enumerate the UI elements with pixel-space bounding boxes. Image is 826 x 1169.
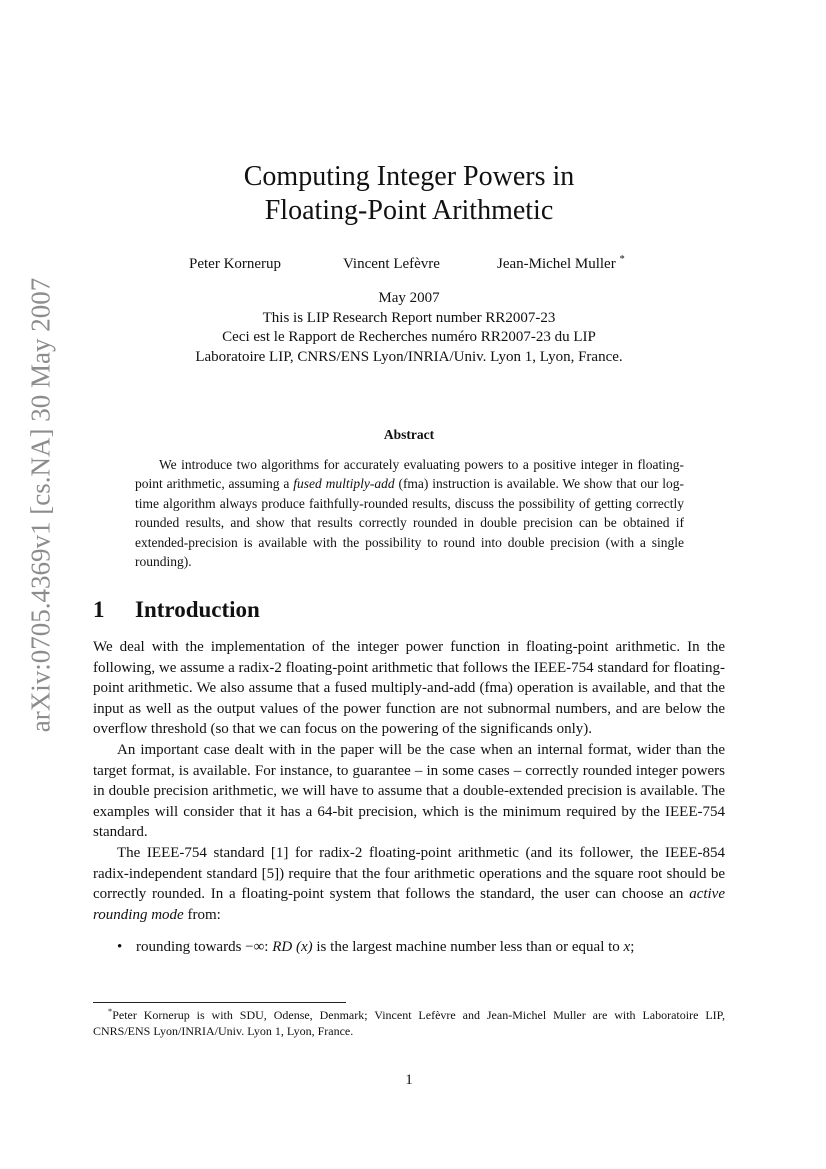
author-2: Vincent Lefèvre xyxy=(343,256,440,272)
author-3-footnote-mark: * xyxy=(619,254,625,265)
section-title: Introduction xyxy=(135,597,260,622)
paragraph-3 xyxy=(93,843,725,925)
abstract-text-part-2: (fma) instruction is available. We show that our log-time algorithm always produce faithfully-rounded results, discuss the possibility of getting correctly rounded results, and show that results correctly rounded in double precision can be obtained if extended-precision is available with the possibility to round into double precision (with a single rounding). xyxy=(135,476,684,570)
footnote xyxy=(93,1007,725,1039)
affiliation: Laboratoire LIP, CNRS/ENS Lyon/INRIA/Univ. Lyon 1, Lyon, France. xyxy=(195,348,623,365)
report-number-english: This is LIP Research Report number RR2007-23 xyxy=(262,309,556,326)
paragraph-3-emphasis: active rounding mode xyxy=(93,886,725,923)
paragraph-3-part-2: from: xyxy=(183,906,221,923)
section-number: 1 xyxy=(93,597,105,622)
abstract-text xyxy=(135,455,684,571)
abstract-emphasis: fused multiply-add xyxy=(293,476,395,492)
section-body xyxy=(93,637,725,958)
bullet-icon: • xyxy=(117,939,123,956)
paragraph-3-part-1: The IEEE-754 standard [1] for radix-2 floating-point arithmetic (and its follower, the IEEE-854 radix-independent standard [5]) require that the four arithmetic operations and the square root should be correctly rounded. In a floating-point system that follows the standard, the user can choose an xyxy=(93,844,725,903)
page-number: 1 xyxy=(405,1072,413,1088)
report-info xyxy=(93,289,725,367)
author-3-name: Jean-Michel Muller xyxy=(497,256,616,272)
publication-date: May 2007 xyxy=(378,290,440,306)
footnote-text: Peter Kornerup is with SDU, Odense, Denmark; Vincent Lefèvre and Jean-Michel Muller are with Laboratoire LIP, CNRS/ENS Lyon/INRIA/Univ. Lyon 1, Lyon, France. xyxy=(93,1008,725,1038)
footnote-divider xyxy=(93,1002,346,1003)
paper-title xyxy=(93,160,725,228)
abstract-text-part-1: We introduce two algorithms for accurately evaluating powers to a positive integer in floating-point arithmetic, assuming a xyxy=(135,457,684,492)
bullet-1-part-2: is the largest machine number less than or equal to xyxy=(312,939,624,956)
abstract-heading: Abstract xyxy=(383,427,435,442)
paragraph-2: An important case dealt with in the paper will be the case when an internal format, wider than the target format, is available. For instance, to guarantee – in some cases – correctly rounded integer powers in double precision arithmetic, we will have to assume that a double-extended precision is available. The examples will consider that it has a 64-bit precision, which is the minimum required by the IEEE-754 standard. xyxy=(93,741,725,841)
footnote-mark: * xyxy=(108,1007,113,1016)
arxiv-identifier: arXiv:0705.4369v1 [cs.NA] 30 May 2007 xyxy=(25,277,56,733)
rounding-mode-list xyxy=(93,937,725,958)
title-line-2: Floating-Point Arithmetic xyxy=(264,195,554,226)
bullet-1-variable: x xyxy=(623,939,631,956)
bullet-1-math: RD (x) xyxy=(272,939,313,956)
paragraph-1: We deal with the implementation of the integer power function in floating-point arithmetic. In the following, we assume a radix-2 floating-point arithmetic that follows the IEEE-754 standard for floating-point arithmetic. We also assume that a fused multiply-and-add (fma) operation is available, and that the input as well as the output values of the power function are not subnormal numbers, and are below the overflow threshold (so that we can focus on the powering of the significands only). xyxy=(93,639,725,738)
title-line-1: Computing Integer Powers in xyxy=(243,161,575,192)
bullet-1-end: ; xyxy=(630,939,635,956)
bullet-1-part-1: rounding towards −∞: xyxy=(136,939,273,956)
section-heading xyxy=(93,597,725,623)
author-list xyxy=(93,256,725,276)
list-item xyxy=(93,937,725,958)
report-number-french: Ceci est le Rapport de Recherches numéro RR2007-23 du LIP xyxy=(222,329,596,345)
author-3 xyxy=(497,256,625,273)
author-1: Peter Kornerup xyxy=(189,256,282,272)
